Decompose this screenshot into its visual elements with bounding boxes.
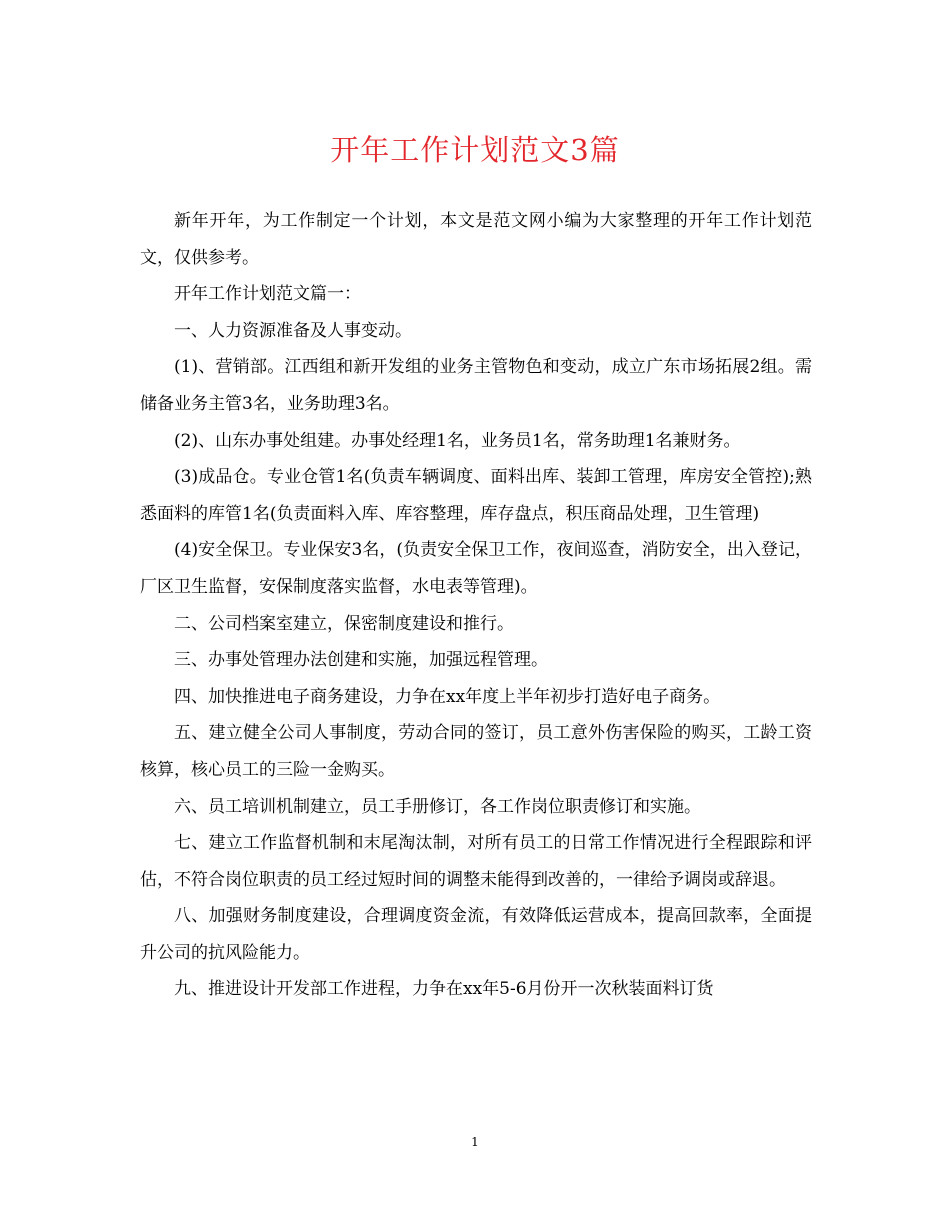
paragraph-item-5: 五、建立健全公司人事制度，劳动合同的签订，员工意外伤害保险的购买，工龄工资核算，核心员工的三险一金购买。 [140, 723, 812, 780]
page-number: 1 [471, 1135, 479, 1149]
paragraph-item-1-1: (1)、营销部。江西组和新开发组的业务主管物色和变动，成立广东市场拓展2组。需储备业务主管3名，业务助理3名。 [140, 357, 812, 414]
document-title: 开年工作计划范文3篇 [330, 133, 620, 167]
paragraph-item-9: 九、推进设计开发部工作进程，力争在xx年5-6月份开一次秋装面料订货 [174, 979, 714, 1000]
paragraph-item-6: 六、员工培训机制建立，员工手册修订，各工作岗位职责修订和实施。 [174, 796, 701, 817]
paragraph-item-1-2: (2)、山东办事处组建。办事处经理1名，业务员1名，常务助理1名兼财务。 [174, 430, 741, 451]
paragraph-item-3: 三、办事处管理办法创建和实施，加强远程管理。 [174, 650, 548, 671]
paragraph-item-4: 四、加快推进电子商务建设，力争在xx年度上半年初步打造好电子商务。 [174, 686, 721, 707]
paragraph-item-8: 八、加强财务制度建设，合理调度资金流，有效降低运营成本，提高回款率，全面提升公司的抗风险能力。 [140, 906, 812, 963]
document-body [140, 203, 812, 1008]
paragraph-intro: 新年开年，为工作制定一个计划，本文是范文网小编为大家整理的开年工作计划范文，仅供参考。 [140, 211, 812, 268]
paragraph-item-7: 七、建立工作监督机制和末尾淘汰制，对所有员工的日常工作情况进行全程跟踪和评估，不符合岗位职责的员工经过短时间的调整未能得到改善的，一律给予调岗或辞退。 [140, 833, 812, 890]
paragraph-item-1-4: (4)安全保卫。专业保安3名，(负责安全保卫工作，夜间巡查，消防安全，出入登记，厂区卫生监督，安保制度落实监督，水电表等管理)。 [140, 540, 812, 597]
paragraph-item-1: 一、人力资源准备及人事变动。 [174, 320, 412, 341]
paragraph-item-2: 二、公司档案室建立，保密制度建设和推行。 [174, 613, 514, 634]
paragraph-item-1-3: (3)成品仓。专业仓管1名(负责车辆调度、面料出库、装卸工管理，库房安全管控);熟悉面料的库管1名(负责面料入库、库容整理，库存盘点，积压商品处理，卫生管理) [140, 467, 812, 524]
paragraph-section-heading: 开年工作计划范文篇一： [174, 284, 361, 305]
